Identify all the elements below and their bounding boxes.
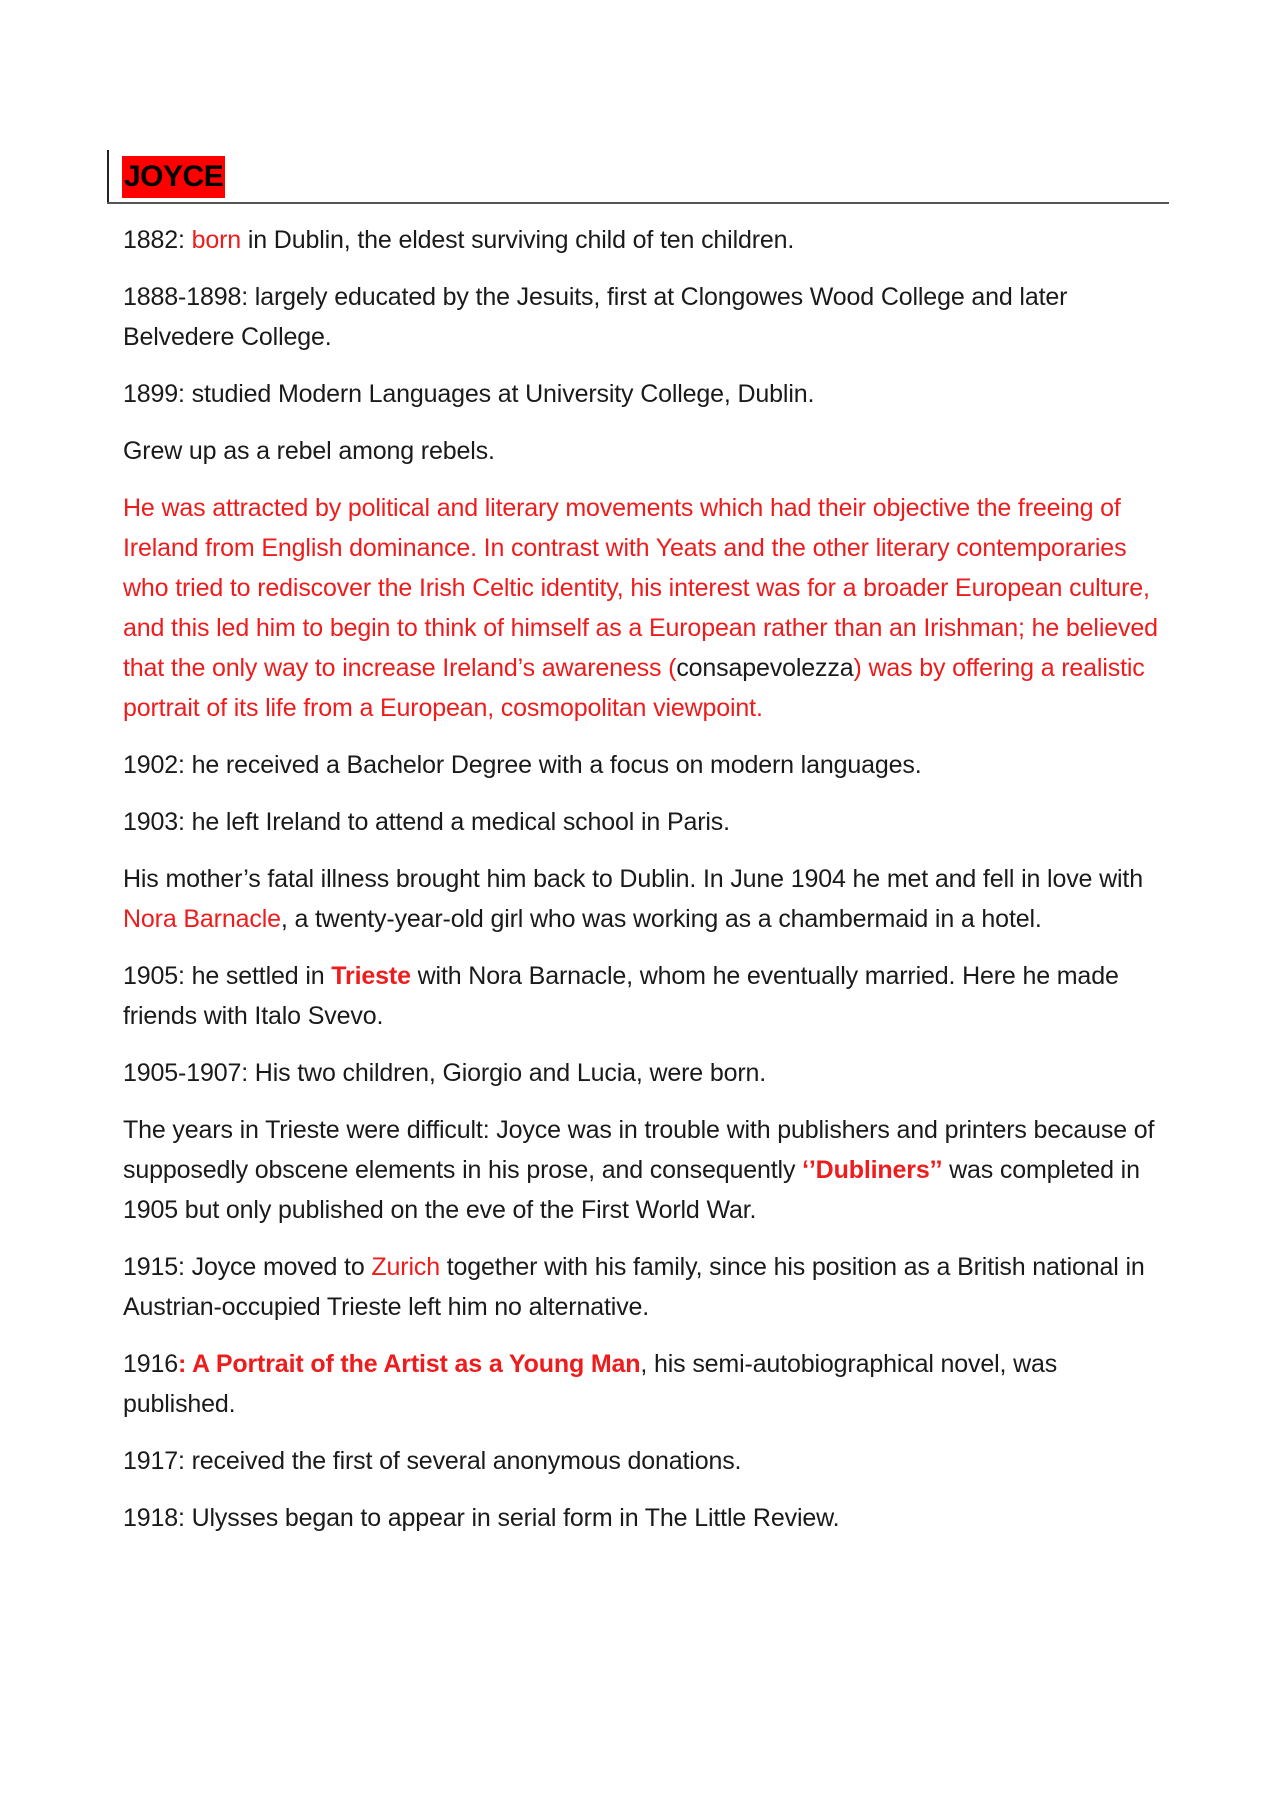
highlight-born: born: [191, 226, 242, 254]
italian-gloss: consapevolezza: [676, 654, 854, 682]
text: 1916: [123, 1350, 179, 1378]
paragraph-1905: [123, 956, 1173, 1036]
highlight-portrait: : A Portrait of the Artist as a Young Man: [178, 1350, 641, 1378]
paragraph-movements: [123, 488, 1173, 728]
paragraph-1917: 1917: received the first of several anonymous donations.: [123, 1447, 742, 1475]
paragraph-1903: 1903: he left Ireland to attend a medical school in Paris.: [123, 808, 730, 836]
text: together with his family, since his position as a British national in Austrian-occupied Trieste left him no alternative.: [123, 1253, 1145, 1321]
red-text: He was attracted by political and literary movements which had their objective the freeing of Ireland from English dominance. In contrast with Yeats and the other literary contemporaries who tried to rediscover the Irish Celtic identity, his interest was for a broader European culture, and this led him to begin to think of himself as a European rather than an Irishman; he believed that the only way to increase Ireland’s awareness (: [123, 494, 1158, 682]
text: The years in Trieste were difficult: Joyce was in trouble with publishers and printers because of supposedly obscene elements in his prose, and consequently: [123, 1116, 1155, 1184]
highlight-nora-barnacle: Nora Barnacle: [123, 905, 281, 933]
paragraph-rebel: Grew up as a rebel among rebels.: [123, 437, 495, 465]
heading-left-rule: [107, 150, 109, 204]
text: , a twenty-year-old girl who was working as a chambermaid in a hotel.: [280, 905, 1042, 933]
highlight-zurich: Zurich: [371, 1253, 440, 1281]
heading-block: [107, 150, 1169, 204]
paragraph-1888: 1888-1898: largely educated by the Jesuits, first at Clongowes Wood College and later Belvedere College.: [123, 283, 1068, 351]
paragraph-1902: 1902: he received a Bachelor Degree with a focus on modern languages.: [123, 751, 922, 779]
paragraph-1899: 1899: studied Modern Languages at University College, Dublin.: [123, 380, 815, 408]
paragraph-1915: [123, 1247, 1173, 1327]
paragraph-nora: [123, 859, 1173, 939]
text: 1905: he settled in: [123, 962, 332, 990]
paragraph-1905-1907: 1905-1907: His two children, Giorgio and Lucia, were born.: [123, 1059, 767, 1087]
text: 1915: Joyce moved to: [123, 1253, 372, 1281]
year: 1882:: [123, 226, 192, 254]
text: with Nora Barnacle, whom he eventually married. Here he made friends with Italo Svevo.: [123, 962, 1119, 1030]
text: in Dublin, the eldest surviving child of ten children.: [241, 226, 795, 254]
heading-underline: [107, 202, 1169, 204]
red-text: ) was by offering a realistic portrait of its life from a European, cosmopolitan viewpoint.: [123, 654, 1145, 722]
text: , his semi-autobiographical novel, was published.: [123, 1350, 1058, 1418]
paragraph-1916: [123, 1344, 1173, 1424]
paragraph-1882: [123, 220, 1173, 260]
text: His mother’s fatal illness brought him back to Dublin. In June 1904 he met and fell in love with: [123, 865, 1143, 893]
text: was completed in 1905 but only published on the eve of the First World War.: [123, 1156, 1140, 1224]
paragraph-trieste-years: [123, 1110, 1173, 1230]
page-title: JOYCE: [122, 156, 225, 198]
document-body: [123, 220, 1173, 1555]
highlight-dubliners: ‘’Dubliners’’: [802, 1156, 943, 1184]
paragraph-1918: 1918: Ulysses began to appear in serial form in The Little Review.: [123, 1504, 840, 1532]
highlight-trieste: Trieste: [331, 962, 411, 990]
